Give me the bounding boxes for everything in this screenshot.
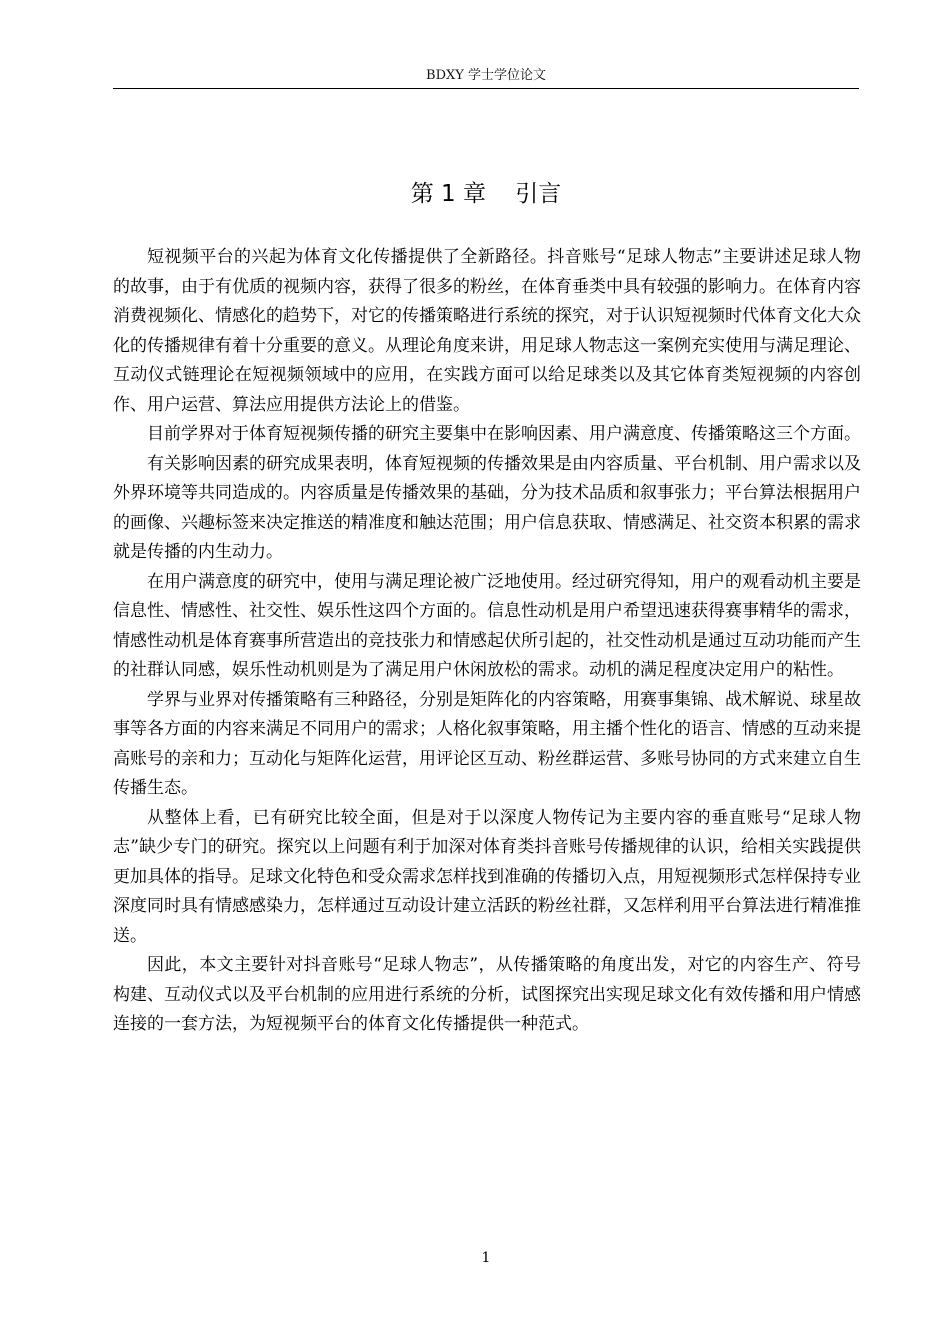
paragraph-2: 目前学界对于体育短视频传播的研究主要集中在影响因素、用户满意度、传播策略这三个方面。 — [147, 424, 861, 444]
chapter-title: 第 1 章 引言 — [410, 181, 562, 207]
paragraph-7: 因此，本文主要针对抖音账号“足球人物志”，从传播策略的角度出发，对它的内容生产、符号构建、互动仪式以及平台机制的应用进行系统的分析，试图探究出实现足球文化有效传播和用户情感连接的一套方法，为短视频平台的体育文化传播提供一种范式。 — [113, 955, 861, 1034]
running-header: BDXY 学士学位论文 — [426, 68, 546, 83]
paragraph-3: 有关影响因素的研究成果表明，体育短视频的传播效果是由内容质量、平台机制、用户需求以及外界环境等共同造成的。内容质量是传播效果的基础，分为技术品质和叙事张力；平台算法根据用户的画像、兴趣标签来决定推送的精准度和触达范围；用户信息获取、情感满足、社交资本积累的需求就是传播的内生动力。 — [113, 453, 861, 562]
paragraph-1: 短视频平台的兴起为体育文化传播提供了全新路径。抖音账号“足球人物志”主要讲述足球人物的故事，由于有优质的视频内容，获得了很多的粉丝，在体育垂类中具有较强的影响力。在体育内容消费视频化、情感化的趋势下，对它的传播策略进行系统的探究，对于认识短视频时代体育文化大众化的传播规律有着十分重要的意义。从理论角度来讲，用足球人物志这一案例充实使用与满足理论、互动仪式链理论在短视频领域中的应用，在实践方面可以给足球类以及其它体育类短视频的内容创作、用户运营、算法应用提供方法论上的借鉴。 — [113, 247, 861, 415]
header-rule — [113, 88, 859, 89]
paragraph-6: 从整体上看，已有研究比较全面，但是对于以深度人物传记为主要内容的垂直账号“足球人物志”缺少专门的研究。探究以上问题有利于加深对体育类抖音账号传播规律的认识，给相关实践提供更加具体的指导。足球文化特色和受众需求怎样找到准确的传播切入点，用短视频形式怎样保持专业深度同时具有情感感染力，怎样通过互动设计建立活跃的粉丝社群，又怎样利用平台算法进行精准推送。 — [113, 807, 861, 946]
paragraph-4: 在用户满意度的研究中，使用与满足理论被广泛地使用。经过研究得知，用户的观看动机主要是信息性、情感性、社交性、娱乐性这四个方面的。信息性动机是用户希望迅速获得赛事精华的需求，情感性动机是体育赛事所营造出的竞技张力和情感起伏所引起的，社交性动机是通过互动功能而产生的社群认同感，娱乐性动机则是为了满足用户休闲放松的需求。动机的满足程度决定用户的粘性。 — [113, 571, 861, 680]
body-text — [113, 243, 861, 1040]
page-number: 1 — [481, 1250, 491, 1266]
paragraph-5: 学界与业界对传播策略有三种路径，分别是矩阵化的内容策略，用赛事集锦、战术解说、球星故事等各方面的内容来满足不同用户的需求；人格化叙事策略，用主播个性化的语言、情感的互动来提高账号的亲和力；互动化与矩阵化运营，用评论区互动、粉丝群运营、多账号协同的方式来建立自生传播生态。 — [113, 689, 861, 798]
